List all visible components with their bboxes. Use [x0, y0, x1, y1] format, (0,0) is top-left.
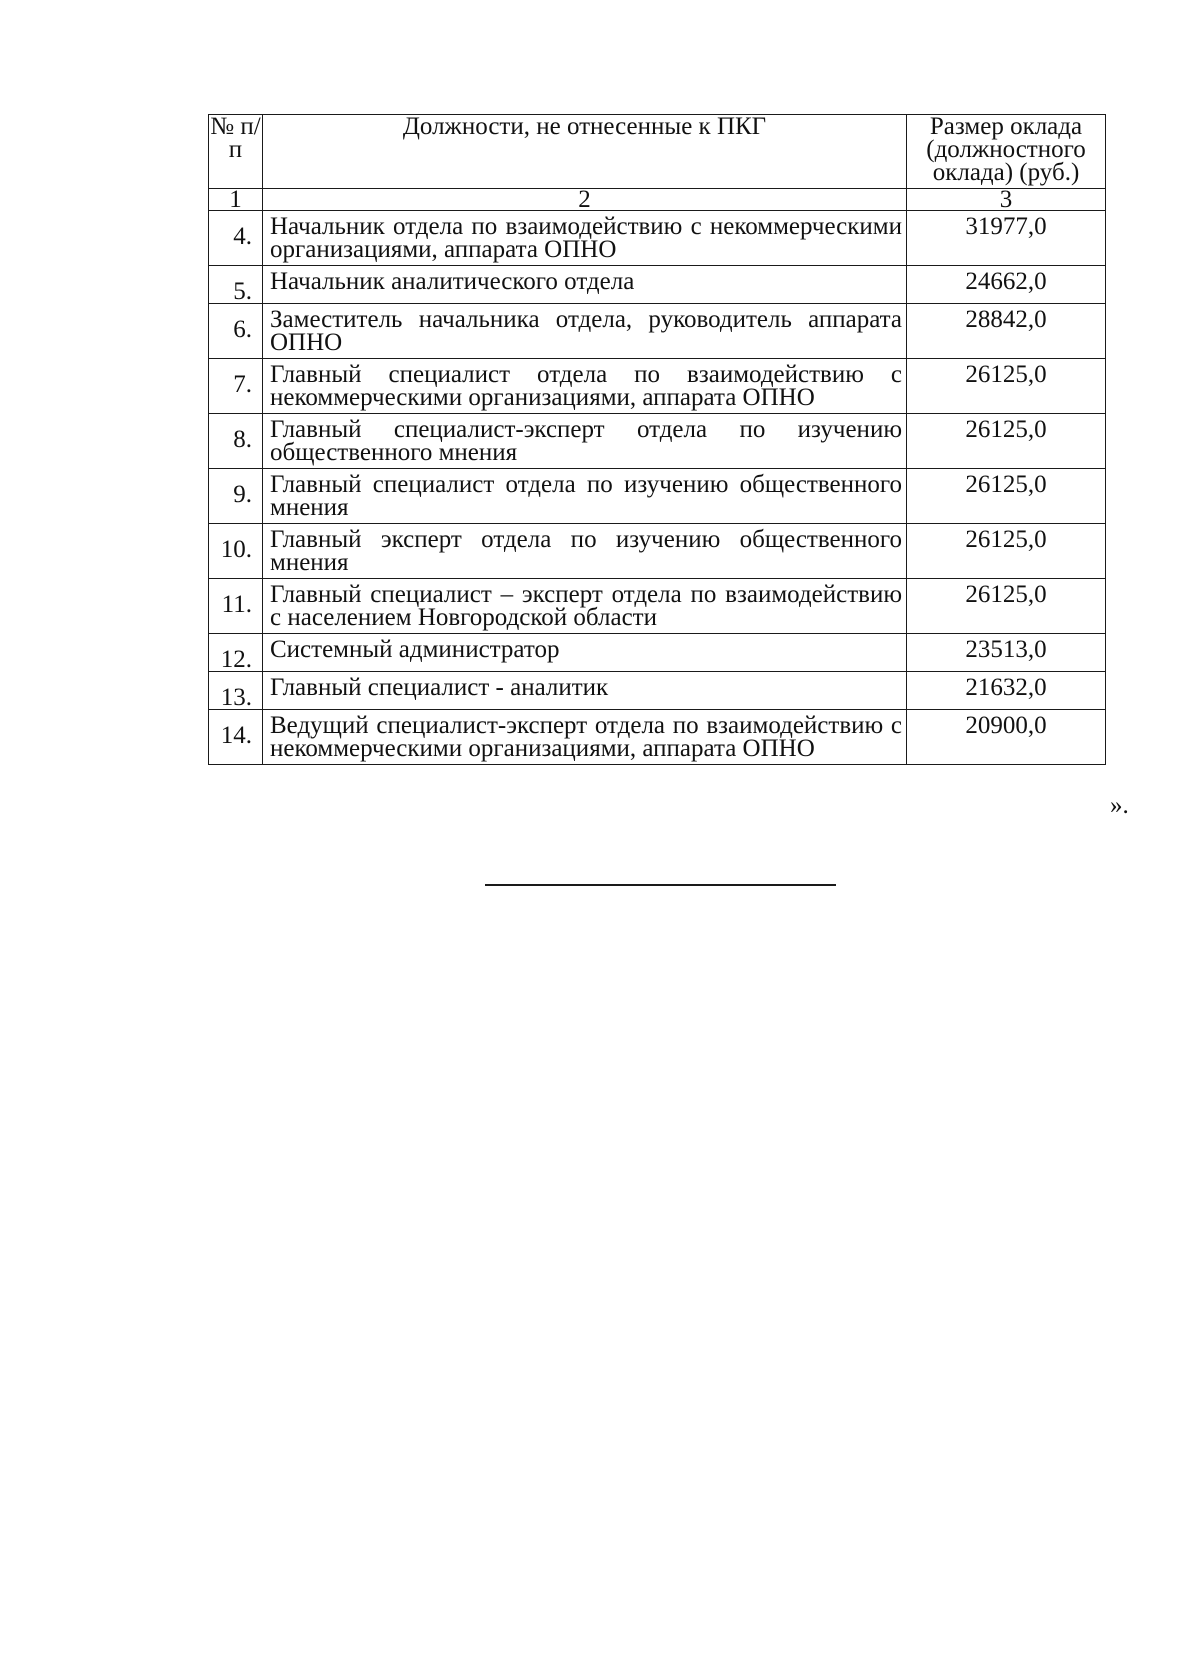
row-number: 5.	[209, 266, 263, 304]
table-row	[209, 634, 1106, 672]
position-title: Системный администратор	[263, 634, 907, 672]
row-number: 9.	[209, 469, 263, 524]
table-row	[209, 304, 1106, 359]
position-title: Главный специалист отдела по взаимодействию с некоммерческими организациями, аппарата ОПНО	[263, 359, 907, 414]
salary-value: 26125,0	[907, 469, 1106, 524]
salary-value: 20900,0	[907, 710, 1106, 765]
header-salary: Размер оклада (должностного оклада) (руб.)	[907, 115, 1106, 189]
position-title: Главный специалист-эксперт отдела по изучению общественного мнения	[263, 414, 907, 469]
salary-table	[208, 114, 1106, 765]
column-index-row	[209, 189, 1106, 211]
salary-value: 21632,0	[907, 672, 1106, 710]
position-title: Начальник отдела по взаимодействию с некоммерческими организациями, аппарата ОПНО	[263, 211, 907, 266]
row-number: 7.	[209, 359, 263, 414]
position-title: Начальник аналитического отдела	[263, 266, 907, 304]
table-row	[209, 672, 1106, 710]
table-body	[209, 211, 1106, 765]
table-row	[209, 266, 1106, 304]
table-header-row	[209, 115, 1106, 189]
header-number: № п/п	[209, 115, 263, 189]
table-row	[209, 211, 1106, 266]
table-row	[209, 469, 1106, 524]
table-row	[209, 524, 1106, 579]
table-row	[209, 359, 1106, 414]
position-title: Главный специалист - аналитик	[263, 672, 907, 710]
salary-value: 26125,0	[907, 359, 1106, 414]
header-position: Должности, не отнесенные к ПКГ	[263, 115, 907, 189]
column-index: 3	[907, 189, 1106, 211]
row-number: 11.	[209, 579, 263, 634]
position-title: Главный эксперт отдела по изучению общественного мнения	[263, 524, 907, 579]
row-number: 6.	[209, 304, 263, 359]
salary-value: 26125,0	[907, 579, 1106, 634]
table-row	[209, 414, 1106, 469]
row-number: 12.	[209, 634, 263, 672]
position-title: Заместитель начальника отдела, руководитель аппарата ОПНО	[263, 304, 907, 359]
separator-line	[485, 884, 836, 886]
salary-value: 31977,0	[907, 211, 1106, 266]
column-index: 2	[263, 189, 907, 211]
row-number: 14.	[209, 710, 263, 765]
salary-value: 23513,0	[907, 634, 1106, 672]
row-number: 8.	[209, 414, 263, 469]
salary-value: 26125,0	[907, 414, 1106, 469]
table-row	[209, 579, 1106, 634]
closing-quote: ».	[1110, 792, 1129, 819]
position-title: Главный специалист отдела по изучению общественного мнения	[263, 469, 907, 524]
salary-value: 24662,0	[907, 266, 1106, 304]
salary-value: 26125,0	[907, 524, 1106, 579]
salary-value: 28842,0	[907, 304, 1106, 359]
position-title: Главный специалист – эксперт отдела по взаимодействию с населением Новгородской области	[263, 579, 907, 634]
position-title: Ведущий специалист-эксперт отдела по взаимодействию с некоммерческими организациями, аппарата ОПНО	[263, 710, 907, 765]
row-number: 4.	[209, 211, 263, 266]
row-number: 10.	[209, 524, 263, 579]
table-row	[209, 710, 1106, 765]
row-number: 13.	[209, 672, 263, 710]
column-index: 1	[209, 189, 263, 211]
